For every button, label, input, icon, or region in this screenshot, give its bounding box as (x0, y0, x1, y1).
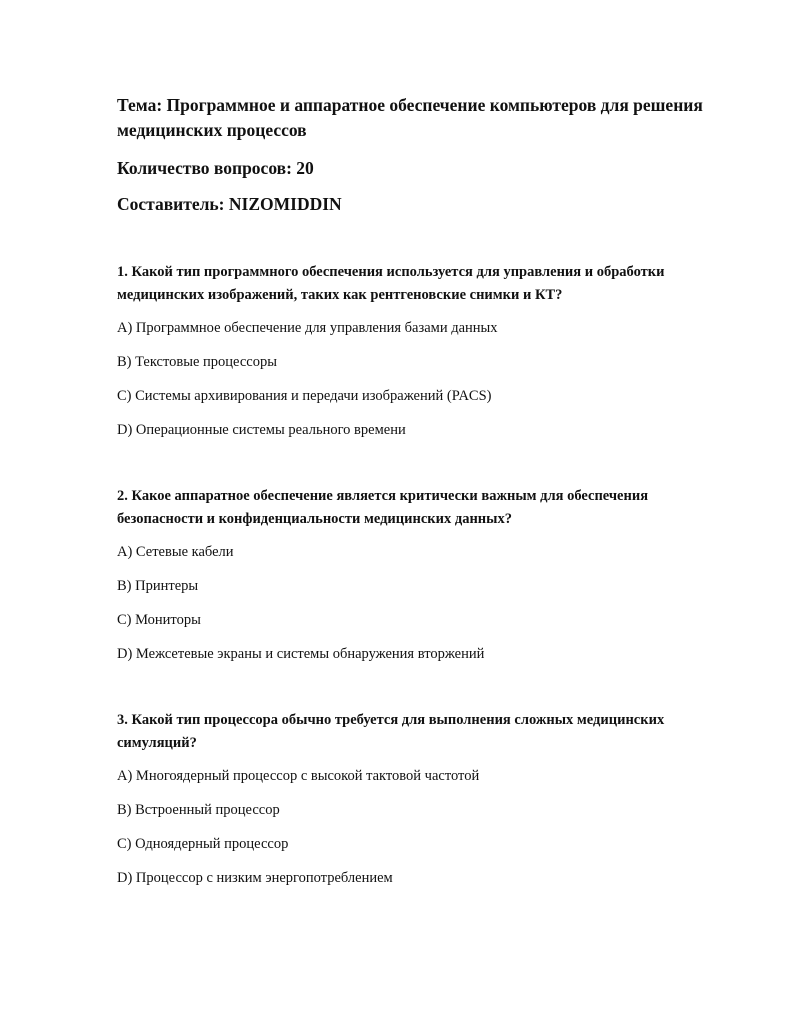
answer-option-c: C) Мониторы (117, 612, 201, 628)
author-line: Составитель: NIZOMIDDIN (117, 194, 342, 214)
answer-option-b: B) Встроенный процессор (117, 802, 280, 818)
question-block (117, 485, 717, 662)
document-title: Тема: Программное и аппаратное обеспечение компьютеров для решения медицинских процессов (117, 95, 703, 140)
question-text: 1. Какой тип программного обеспечения используется для управления и обработки медицинских изображений, таких как рентгеновские снимки и КТ? (117, 264, 665, 303)
answer-option-a: A) Программное обеспечение для управления базами данных (117, 320, 498, 336)
question-text: 2. Какое аппаратное обеспечение является критически важным для обеспечения безопасности и конфиденциальности медицинских данных? (117, 488, 649, 527)
answer-option-d: D) Процессор с низким энергопотреблением (117, 870, 393, 886)
answer-option-c: C) Системы архивирования и передачи изображений (PACS) (117, 388, 492, 404)
answer-option-a: A) Многоядерный процессор с высокой тактовой частотой (117, 768, 480, 784)
answer-option-b: B) Принтеры (117, 578, 199, 594)
answer-option-d: D) Межсетевые экраны и системы обнаружения вторжений (117, 646, 485, 662)
question-block (117, 709, 717, 886)
answer-option-a: A) Сетевые кабели (117, 544, 234, 560)
question-text: 3. Какой тип процессора обычно требуется для выполнения сложных медицинских симуляций? (117, 712, 665, 751)
question-count: Количество вопросов: 20 (117, 158, 314, 178)
answer-option-b: B) Текстовые процессоры (117, 354, 277, 370)
answer-option-c: C) Одноядерный процессор (117, 836, 289, 852)
answer-option-d: D) Операционные системы реального времени (117, 422, 406, 438)
question-block (117, 261, 717, 438)
